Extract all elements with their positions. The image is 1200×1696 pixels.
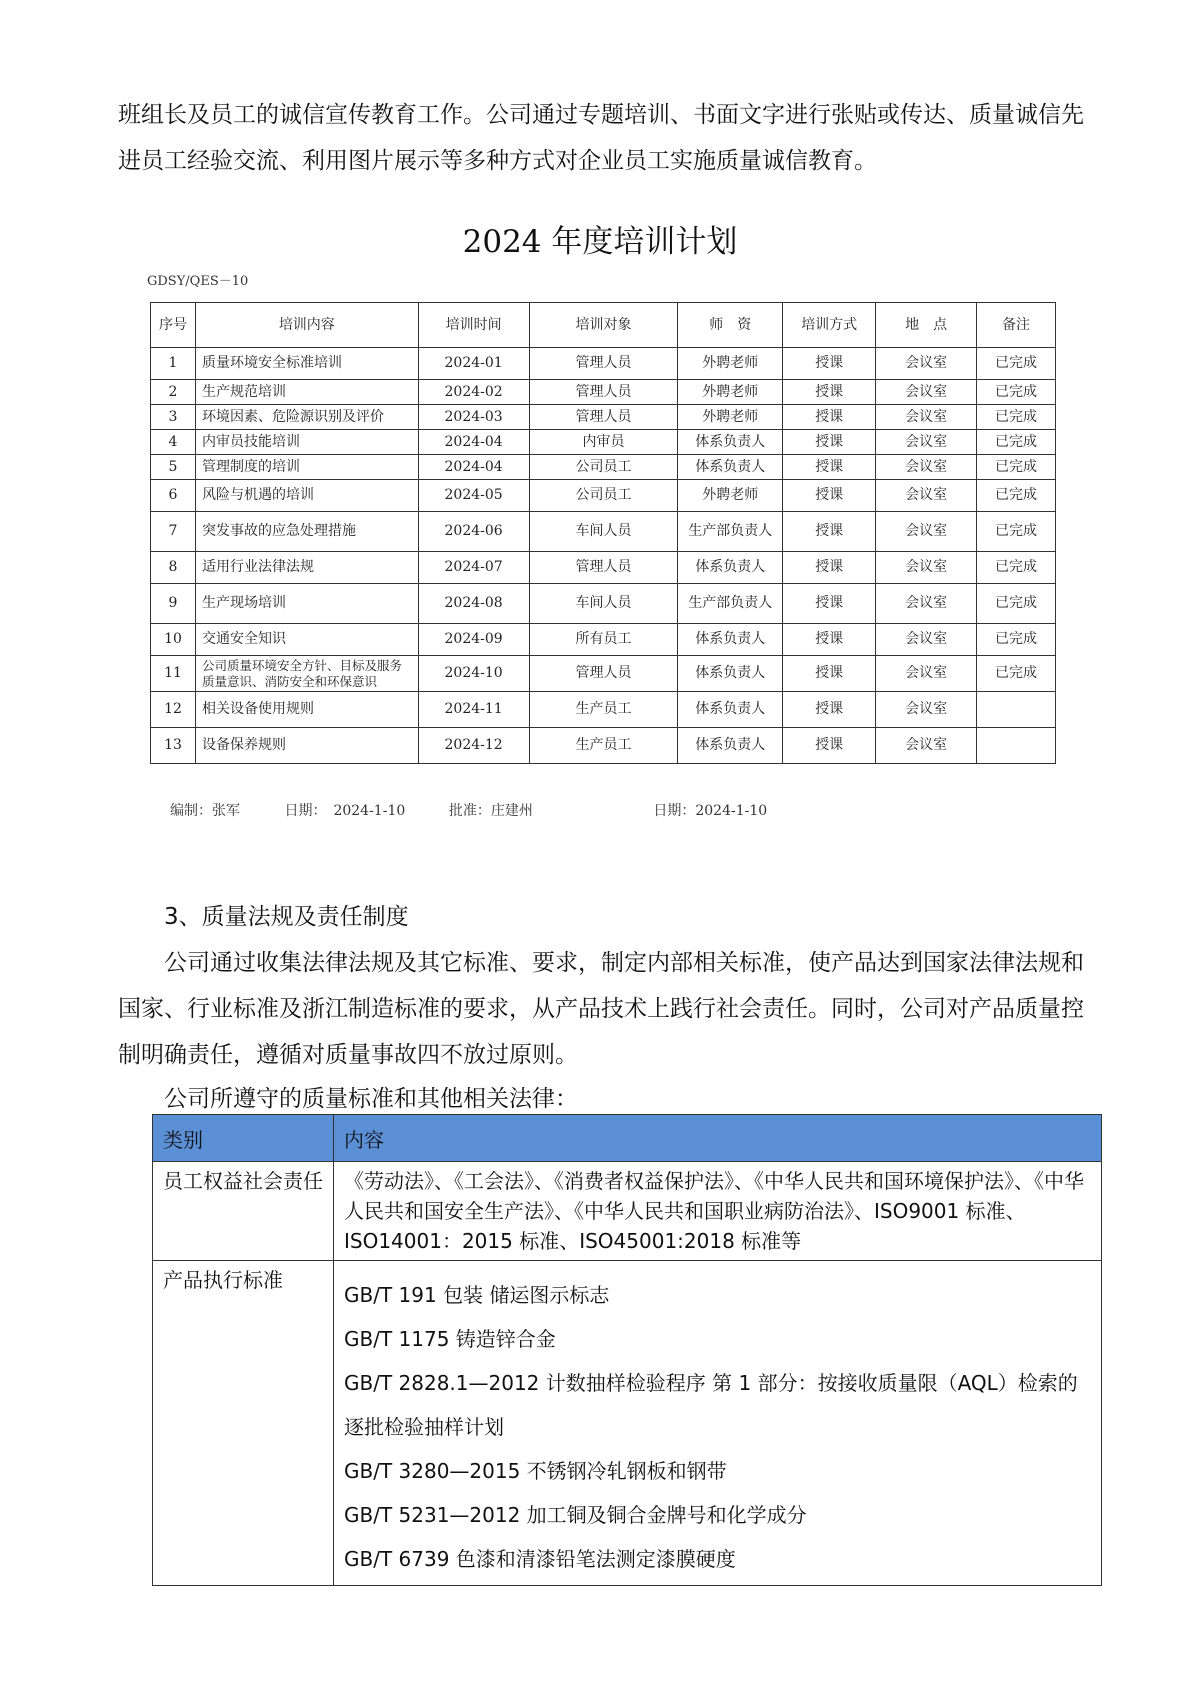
cell-time: 2024-05 bbox=[418, 480, 529, 512]
cell-time: 2024-06 bbox=[418, 512, 529, 552]
cell-note: 已完成 bbox=[977, 512, 1056, 552]
header-no: 序号 bbox=[151, 303, 196, 348]
cell-method: 授课 bbox=[783, 512, 876, 552]
cell-note: 已完成 bbox=[977, 624, 1056, 656]
cell-no: 8 bbox=[151, 552, 196, 584]
cell-note: 已完成 bbox=[977, 656, 1056, 692]
table-row bbox=[151, 380, 1056, 405]
cell-content: 相关设备使用规则 bbox=[195, 692, 418, 728]
cell-note: 已完成 bbox=[977, 480, 1056, 512]
cell-content: 公司质量环境安全方针、目标及服务质量意识、消防安全和环保意识 bbox=[195, 656, 418, 692]
cell-method: 授课 bbox=[783, 455, 876, 480]
header-category: 类别 bbox=[153, 1115, 334, 1162]
cell-content: 交通安全知识 bbox=[195, 624, 418, 656]
cell-no: 10 bbox=[151, 624, 196, 656]
cell-content: 质量环境安全标准培训 bbox=[195, 348, 418, 380]
cell-category: 员工权益社会责任 bbox=[153, 1162, 334, 1261]
header-place: 地 点 bbox=[876, 303, 977, 348]
table-row bbox=[151, 624, 1056, 656]
cell-time: 2024-03 bbox=[418, 405, 529, 430]
cell-time: 2024-10 bbox=[418, 656, 529, 692]
header-note: 备注 bbox=[977, 303, 1056, 348]
cell-note bbox=[977, 692, 1056, 728]
plan-document-code: GDSY/QES－10 bbox=[147, 274, 249, 289]
cell-method: 授课 bbox=[783, 656, 876, 692]
cell-place: 会议室 bbox=[876, 624, 977, 656]
cell-target: 车间人员 bbox=[529, 584, 678, 624]
cell-target: 生产员工 bbox=[529, 692, 678, 728]
table-row bbox=[151, 728, 1056, 764]
table-row bbox=[153, 1162, 1102, 1261]
table-row bbox=[151, 552, 1056, 584]
cell-content: 生产规范培训 bbox=[195, 380, 418, 405]
approved-date: 日期：2024-1-10 bbox=[653, 803, 768, 819]
cell-no: 9 bbox=[151, 584, 196, 624]
cell-teacher: 外聘老师 bbox=[678, 480, 783, 512]
cell-place: 会议室 bbox=[876, 656, 977, 692]
cell-note: 已完成 bbox=[977, 584, 1056, 624]
training-plan-table bbox=[150, 302, 1056, 764]
laws-table bbox=[152, 1114, 1102, 1586]
table-row bbox=[151, 584, 1056, 624]
plan-title: 2024 年度培训计划 bbox=[462, 224, 738, 260]
cell-teacher: 生产部负责人 bbox=[678, 512, 783, 552]
cell-standards bbox=[334, 1261, 1102, 1586]
cell-note bbox=[977, 728, 1056, 764]
cell-note: 已完成 bbox=[977, 552, 1056, 584]
cell-place: 会议室 bbox=[876, 348, 977, 380]
cell-no: 1 bbox=[151, 348, 196, 380]
cell-content: 适用行业法律法规 bbox=[195, 552, 418, 584]
cell-note: 已完成 bbox=[977, 455, 1056, 480]
table-row bbox=[151, 348, 1056, 380]
header-time: 培训时间 bbox=[418, 303, 529, 348]
standard-item: GB/T 6739 色漆和清漆铅笔法测定漆膜硬度 bbox=[344, 1547, 736, 1571]
cell-no: 6 bbox=[151, 480, 196, 512]
cell-target: 车间人员 bbox=[529, 512, 678, 552]
cell-teacher: 体系负责人 bbox=[678, 656, 783, 692]
cell-no: 7 bbox=[151, 512, 196, 552]
cell-target: 管理人员 bbox=[529, 656, 678, 692]
plan-signoff bbox=[170, 800, 767, 820]
cell-content: 生产现场培训 bbox=[195, 584, 418, 624]
cell-no: 4 bbox=[151, 430, 196, 455]
cell-method: 授课 bbox=[783, 552, 876, 584]
cell-no: 12 bbox=[151, 692, 196, 728]
cell-target: 管理人员 bbox=[529, 552, 678, 584]
standard-item: GB/T 191 包装 储运图示标志 bbox=[344, 1283, 610, 1307]
cell-note: 已完成 bbox=[977, 430, 1056, 455]
cell-teacher: 体系负责人 bbox=[678, 692, 783, 728]
cell-teacher: 生产部负责人 bbox=[678, 584, 783, 624]
standard-item: GB/T 1175 铸造锌合金 bbox=[344, 1327, 556, 1351]
cell-no: 2 bbox=[151, 380, 196, 405]
header-content: 内容 bbox=[334, 1115, 1102, 1162]
cell-content: 内审员技能培训 bbox=[195, 430, 418, 455]
cell-content: 管理制度的培训 bbox=[195, 455, 418, 480]
cell-category: 产品执行标准 bbox=[153, 1261, 334, 1586]
prepared-by: 编制：张军 bbox=[170, 803, 240, 819]
standard-item: GB/T 5231—2012 加工铜及铜合金牌号和化学成分 bbox=[344, 1503, 807, 1527]
cell-time: 2024-11 bbox=[418, 692, 529, 728]
cell-teacher: 外聘老师 bbox=[678, 380, 783, 405]
cell-method: 授课 bbox=[783, 728, 876, 764]
header-content: 培训内容 bbox=[195, 303, 418, 348]
table-header-row bbox=[151, 303, 1056, 348]
cell-method: 授课 bbox=[783, 430, 876, 455]
cell-target: 所有员工 bbox=[529, 624, 678, 656]
header-target: 培训对象 bbox=[529, 303, 678, 348]
cell-place: 会议室 bbox=[876, 455, 977, 480]
prepared-date: 日期： 2024-1-10 bbox=[284, 803, 406, 819]
cell-place: 会议室 bbox=[876, 728, 977, 764]
cell-time: 2024-04 bbox=[418, 430, 529, 455]
cell-place: 会议室 bbox=[876, 430, 977, 455]
cell-target: 管理人员 bbox=[529, 348, 678, 380]
table-header-row bbox=[153, 1115, 1102, 1162]
cell-target: 公司员工 bbox=[529, 480, 678, 512]
table-row bbox=[151, 692, 1056, 728]
table-row bbox=[151, 512, 1056, 552]
cell-target: 内审员 bbox=[529, 430, 678, 455]
cell-time: 2024-08 bbox=[418, 584, 529, 624]
cell-note: 已完成 bbox=[977, 405, 1056, 430]
cell-no: 5 bbox=[151, 455, 196, 480]
header-method: 培训方式 bbox=[783, 303, 876, 348]
table-row bbox=[151, 430, 1056, 455]
cell-target: 管理人员 bbox=[529, 380, 678, 405]
cell-place: 会议室 bbox=[876, 380, 977, 405]
cell-place: 会议室 bbox=[876, 552, 977, 584]
cell-method: 授课 bbox=[783, 380, 876, 405]
cell-content: 突发事故的应急处理措施 bbox=[195, 512, 418, 552]
cell-note: 已完成 bbox=[977, 380, 1056, 405]
cell-no: 13 bbox=[151, 728, 196, 764]
cell-note: 已完成 bbox=[977, 348, 1056, 380]
table-row bbox=[151, 405, 1056, 430]
cell-method: 授课 bbox=[783, 692, 876, 728]
standard-item: GB/T 2828.1—2012 计数抽样检验程序 第 1 部分：按接收质量限（AQL）检索的逐批检验抽样计划 bbox=[344, 1371, 1078, 1439]
cell-method: 授课 bbox=[783, 405, 876, 430]
cell-target: 管理人员 bbox=[529, 405, 678, 430]
cell-method: 授课 bbox=[783, 480, 876, 512]
cell-teacher: 体系负责人 bbox=[678, 728, 783, 764]
cell-place: 会议室 bbox=[876, 692, 977, 728]
section-heading: 3、质量法规及责任制度 bbox=[164, 904, 409, 930]
intro-paragraph: 班组长及员工的诚信宣传教育工作。公司通过专题培训、书面文字进行张贴或传达、质量诚信先进员工经验交流、利用图片展示等多种方式对企业员工实施质量诚信教育。 bbox=[118, 102, 1084, 174]
section-lead: 公司所遵守的质量标准和其他相关法律： bbox=[164, 1086, 578, 1112]
cell-method: 授课 bbox=[783, 348, 876, 380]
cell-content: 环境因素、危险源识别及评价 bbox=[195, 405, 418, 430]
cell-time: 2024-07 bbox=[418, 552, 529, 584]
cell-time: 2024-09 bbox=[418, 624, 529, 656]
cell-teacher: 体系负责人 bbox=[678, 430, 783, 455]
cell-teacher: 体系负责人 bbox=[678, 552, 783, 584]
header-teacher: 师 资 bbox=[678, 303, 783, 348]
section-body: 公司通过收集法律法规及其它标准、要求，制定内部相关标准，使产品达到国家法律法规和国家、行业标准及浙江制造标准的要求，从产品技术上践行社会责任。同时，公司对产品质量控制明确责任，遵循对质量事故四不放过原则。 bbox=[118, 950, 1084, 1068]
cell-place: 会议室 bbox=[876, 512, 977, 552]
cell-teacher: 体系负责人 bbox=[678, 624, 783, 656]
cell-content: 设备保养规则 bbox=[195, 728, 418, 764]
approved-by: 批准：庄建州 bbox=[448, 803, 533, 819]
cell-place: 会议室 bbox=[876, 405, 977, 430]
table-row bbox=[151, 656, 1056, 692]
cell-time: 2024-01 bbox=[418, 348, 529, 380]
cell-no: 3 bbox=[151, 405, 196, 430]
cell-content: 风险与机遇的培训 bbox=[195, 480, 418, 512]
standard-item: GB/T 3280—2015 不锈钢冷轧钢板和钢带 bbox=[344, 1459, 727, 1483]
cell-time: 2024-02 bbox=[418, 380, 529, 405]
cell-method: 授课 bbox=[783, 584, 876, 624]
table-row bbox=[151, 455, 1056, 480]
table-row bbox=[151, 480, 1056, 512]
cell-content: 《劳动法》、《工会法》、《消费者权益保护法》、《中华人民共和国环境保护法》、《中华人民共和国安全生产法》、《中华人民共和国职业病防治法》、ISO9001 标准、ISO14001：2015 标准、ISO45001:2018 标准等 bbox=[334, 1162, 1102, 1261]
cell-teacher: 体系负责人 bbox=[678, 455, 783, 480]
table-row bbox=[153, 1261, 1102, 1586]
cell-no: 11 bbox=[151, 656, 196, 692]
cell-method: 授课 bbox=[783, 624, 876, 656]
cell-target: 生产员工 bbox=[529, 728, 678, 764]
cell-time: 2024-04 bbox=[418, 455, 529, 480]
cell-target: 公司员工 bbox=[529, 455, 678, 480]
cell-time: 2024-12 bbox=[418, 728, 529, 764]
cell-teacher: 外聘老师 bbox=[678, 405, 783, 430]
cell-teacher: 外聘老师 bbox=[678, 348, 783, 380]
cell-place: 会议室 bbox=[876, 584, 977, 624]
cell-place: 会议室 bbox=[876, 480, 977, 512]
